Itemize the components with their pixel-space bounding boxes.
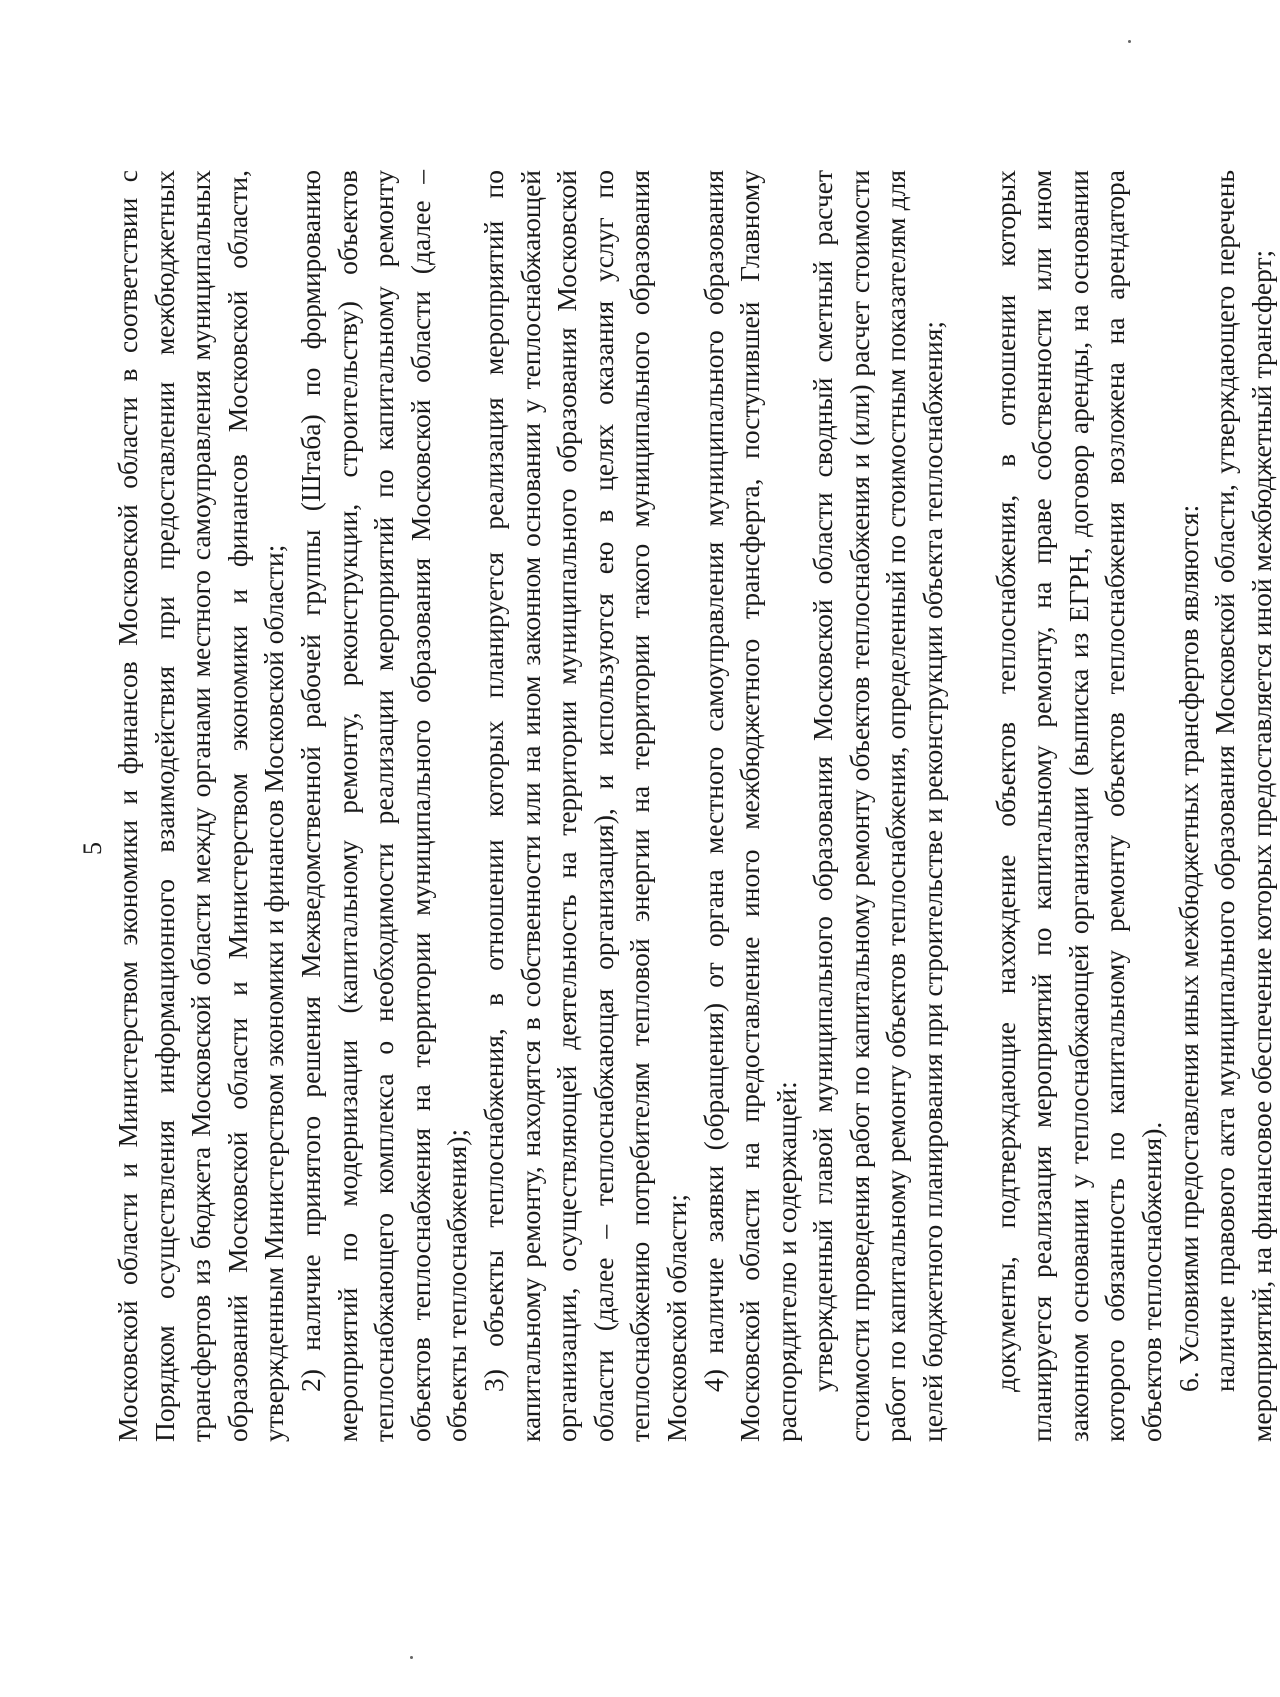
paragraph-item-3: 3) объекты теплоснабжения, в отношении которых планируется реализация мероприятий по капитальному ремонту, находятся в собственности или на ином законном основании у теплоснабжающей организации, осуществляющей деятельность на территории муниципального образования Московской области (далее – теплоснабжающая организация), и используются ею в целях оказания услуг по теплоснабжению потребителям тепловой энергии на территории такого муниципального образования Московской области; [477, 170, 692, 1442]
paragraph-section-6: 6. Условиями предоставления иных межбюджетных трансфертов являются: [1172, 504, 1204, 1392]
page-number: 5 [78, 842, 107, 855]
scan-speck [410, 1656, 413, 1659]
paragraph-legal-act: наличие правового акта муниципального образования Московской области, утверждающего перечень мероприятий, на финансовое обеспечение которых предоставляется иной межбюджетный трансферт; [1209, 170, 1277, 1442]
paragraph-continuation: Московской области и Министерством экономики и финансов Московской области в соответствии с Порядком осуществления информационного взаимодействия при предоставлении межбюджетных трансфертов из бюджета Московской области между органами местного самоуправления муниципальных образований Московской области и Министерством экономики и финансов Московской области, утвержденным Министерством экономики и финансов Московской области; [112, 170, 290, 1442]
paragraph-documents: документы, подтверждающие нахождение объектов теплоснабжения, в отношении которых планируется реализация мероприятий по капитальному ремонту, на праве собственности или ином законном основании у теплоснабжающей организации (выписка из ЕГРН, договор аренды, на основании которого обязанность по капитальному ремонту объектов теплоснабжения возложена на арендатора объектов теплоснабжения). [989, 170, 1168, 1442]
paragraph-item-2: 2) наличие принятого решения Межведомственной рабочей группы (Штаба) по формированию мероприятий по модернизации (капитальному ремонту, реконструкции, строительству) объектов теплоснабжающего комплекса о необходимости реализации мероприятий по капитальному ремонту объектов теплоснабжения на территории муниципального образования Московской области (далее – объекты теплоснабжения); [294, 170, 473, 1442]
paragraph-item-4: 4) наличие заявки (обращения) от органа местного самоуправления муниципального образования Московской области на предоставление иного межбюджетного трансферта, поступившей Главному распорядителю и содержащей: [697, 170, 802, 1442]
scan-speck [1128, 40, 1131, 43]
document-body [110, 170, 1280, 1442]
paragraph-estimate: утвержденный главой муниципального образования Московской области сводный сметный расчет стоимости проведения работ по капитальному ремонту объектов теплоснабжения и (или) расчет стоимости работ по капитальному ремонту объектов теплоснабжения, определенный по стоимостным показателям для целей бюджетного планирования при строительстве и реконструкции объекта теплоснабжения; [807, 170, 949, 1442]
